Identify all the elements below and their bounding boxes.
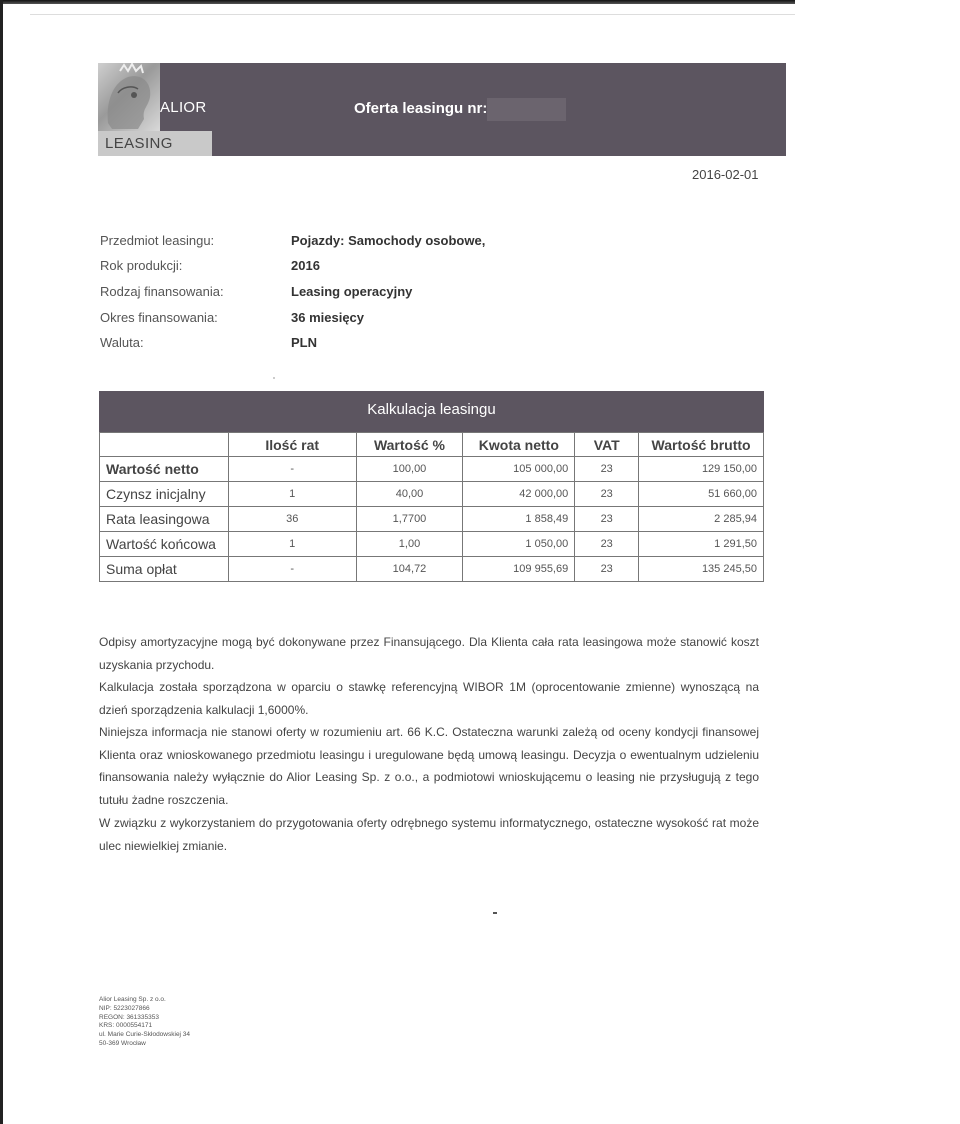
info-value-subject: Pojazdy: Samochody osobowe, <box>291 233 486 248</box>
cell-vat: 23 <box>575 532 639 557</box>
info-value-currency: PLN <box>291 335 317 350</box>
footer-street: ul. Marie Curie-Skłodowskiej 34 <box>99 1031 191 1039</box>
offer-title: Oferta leasingu nr: <box>354 100 488 117</box>
scan-speck <box>273 377 275 379</box>
info-label-subject: Przedmiot leasingu: <box>100 233 215 248</box>
scan-speck <box>493 912 497 914</box>
row-label: Wartość końcowa <box>100 532 229 557</box>
header-vat: VAT <box>575 433 639 457</box>
info-label-year: Rok produkcji: <box>100 258 183 273</box>
cell-gross: 135 245,50 <box>639 557 764 582</box>
footer-company-name: Alior Leasing Sp. z o.o. <box>99 996 166 1003</box>
scan-edge-line <box>30 14 795 15</box>
header-gross-value: Wartość brutto <box>639 433 764 457</box>
table-row <box>100 532 764 557</box>
cell-percent: 100,00 <box>356 457 463 482</box>
row-label: Rata leasingowa <box>100 507 229 532</box>
logo-portrait-icon <box>98 63 160 131</box>
offer-number-redacted <box>487 98 566 121</box>
header-net-amount: Kwota netto <box>463 433 575 457</box>
cell-gross: 129 150,00 <box>639 457 764 482</box>
row-label: Czynsz inicjalny <box>100 482 229 507</box>
footer-nip: NIP: 5223027866 <box>99 1004 150 1012</box>
header-empty <box>100 433 229 457</box>
cell-percent: 1,7700 <box>356 507 463 532</box>
cell-percent: 40,00 <box>356 482 463 507</box>
calc-table <box>99 432 764 582</box>
paragraph-depreciation: Odpisy amortyzacyjne mogą być dokonywane przez Finansującego. Dla Klienta cała rata leasingowa może stanowić koszt uzyskania przychodu. <box>99 635 759 672</box>
row-label: Wartość netto <box>100 457 229 482</box>
paragraph-system-note: W związku z wykorzystaniem do przygotowania oferty odrębnego systemu informatycznego, ostateczne wysokość rat może ulec niewielkiej zmianie. <box>99 816 759 853</box>
scan-edge-top <box>0 0 795 4</box>
row-label: Suma opłat <box>100 557 229 582</box>
footer-krs: KRS: 0000554171 <box>99 1022 153 1030</box>
header-percent: Wartość % <box>356 433 463 457</box>
info-value-year: 2016 <box>291 258 320 273</box>
cell-gross: 1 291,50 <box>639 532 764 557</box>
info-label-period: Okres finansowania: <box>100 310 218 325</box>
cell-installments: 1 <box>228 532 356 557</box>
cell-installments: 1 <box>228 482 356 507</box>
paragraph-disclaimer: Niniejsza informacja nie stanowi oferty w rozumieniu art. 66 K.C. Ostateczna warunki zależą od oceny kondycji finansowej Klienta oraz wnioskowanego przedmiotu leasingu i uregulowane będą umową leasingu. Decyzja o ewentualnym udzieleniu finansowania należy wyłącznie do Alior Leasing Sp. z o.o., a podmiotowi wnioskującemu o leasing nie przysługują z tego tutułu żadne roszczenia. <box>99 725 759 807</box>
calc-title: Kalkulacja leasingu <box>367 401 496 418</box>
cell-gross: 2 285,94 <box>639 507 764 532</box>
info-value-financing-type: Leasing operacyjny <box>291 284 413 299</box>
table-row <box>100 482 764 507</box>
header-installments: Ilość rat <box>228 433 356 457</box>
paragraph-wibor: Kalkulacja została sporządzona w oparciu o stawkę referencyjną WIBOR 1M (oprocentowanie zmienne) wynoszącą na dzień sporządzenia kalkulacji 1,6000%. <box>99 680 759 717</box>
scan-edge-left <box>0 0 3 1124</box>
info-value-period: 36 miesięcy <box>291 310 365 325</box>
logo-word: ALIOR <box>160 99 207 116</box>
cell-vat: 23 <box>575 482 639 507</box>
cell-vat: 23 <box>575 557 639 582</box>
company-footer <box>99 996 190 1049</box>
table-row <box>100 557 764 582</box>
table-row <box>100 457 764 482</box>
footer-regon: REGON: 361335353 <box>99 1013 159 1021</box>
cell-net: 1 858,49 <box>463 507 575 532</box>
cell-vat: 23 <box>575 507 639 532</box>
info-label-currency: Waluta: <box>100 335 144 350</box>
info-label-financing-type: Rodzaj finansowania: <box>100 284 224 299</box>
logo-subword: LEASING <box>98 131 212 156</box>
cell-installments: 36 <box>228 507 356 532</box>
cell-net: 42 000,00 <box>463 482 575 507</box>
alior-leasing-logo <box>98 63 212 156</box>
document-date: 2016-02-01 <box>692 167 759 182</box>
cell-percent: 104,72 <box>356 557 463 582</box>
cell-installments: - <box>228 557 356 582</box>
cell-net: 109 955,69 <box>463 557 575 582</box>
cell-installments: - <box>228 457 356 482</box>
cell-net: 1 050,00 <box>463 532 575 557</box>
cell-net: 105 000,00 <box>463 457 575 482</box>
table-row <box>100 507 764 532</box>
cell-gross: 51 660,00 <box>639 482 764 507</box>
footer-city: 50-369 Wrocław <box>99 1039 146 1047</box>
cell-vat: 23 <box>575 457 639 482</box>
calc-header-row <box>100 433 764 457</box>
cell-percent: 1,00 <box>356 532 463 557</box>
